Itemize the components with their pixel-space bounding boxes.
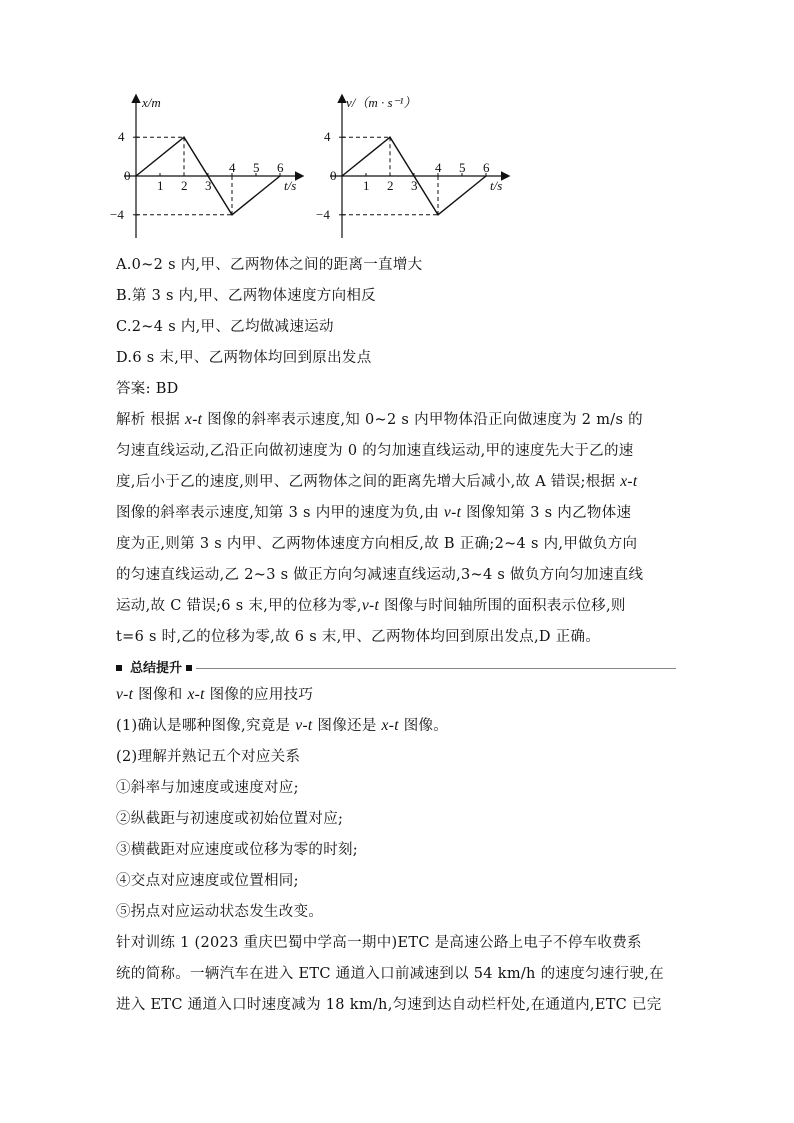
option-d: D.6 s 末,甲、乙两物体均回到原出发点 — [116, 350, 372, 366]
summary-symbol: v-t — [116, 686, 134, 703]
summary-point-1 — [116, 717, 448, 735]
vt-xlabel: t/s — [490, 178, 503, 193]
analysis-text: 图像知第 3 s 内乙物体速 — [461, 505, 632, 521]
analysis-line-1 — [116, 411, 643, 429]
xt-x-tick-label: 2 — [181, 178, 188, 193]
analysis-text: 图像的斜率表示速度,知 0~2 s 内甲物体沿正向做速度为 2 m/s 的 — [202, 412, 643, 428]
summary-text: (1)确认是哪种图像,究竟是 — [116, 718, 296, 734]
vt-origin: 0 — [330, 168, 337, 183]
vt-graph — [316, 88, 526, 248]
vt-x-tick-label: 1 — [363, 178, 370, 193]
xt-x-tick-label: 3 — [205, 178, 212, 193]
analysis-line-4 — [116, 504, 631, 522]
summary-item-3: ③横截距对应速度或位移为零的时刻; — [116, 842, 358, 858]
practice-line-3: 进入 ETC 通道入口时速度减为 18 km/h,匀速到达自动栏杆处,在通道内,ETC 已完 — [116, 997, 662, 1013]
analysis-line-7 — [116, 597, 626, 615]
summary-item-2: ②纵截距与初速度或初始位置对应; — [116, 811, 344, 827]
analysis-text: 度,后小于乙的速度,则甲、乙两物体之间的距离先增大后减小,故 A 错误;根据 — [116, 474, 621, 490]
summary-point-2: (2)理解并熟记五个对应关系 — [116, 749, 301, 765]
answer: 答案: BD — [116, 381, 179, 397]
summary-text: 图像。 — [398, 718, 449, 734]
xt-x-tick-label: 1 — [157, 178, 164, 193]
analysis-symbol: x-t — [620, 473, 638, 490]
analysis-text: 运动,故 C 错误;6 s 末,甲的位移为零, — [116, 598, 362, 614]
option-a: A.0~2 s 内,甲、乙两物体之间的距离一直增大 — [116, 257, 423, 273]
vt-data-point — [485, 175, 487, 177]
summary-item-5: ⑤拐点对应运动状态发生改变。 — [116, 904, 324, 920]
analysis-line-5: 度为正,则第 3 s 内甲、乙两物体速度方向相反,故 B 正确;2~4 s 内,甲做负方向 — [116, 536, 638, 552]
practice-line-1: 针对训练 1 (2023 重庆巴蜀中学高一期中)ETC 是高速公路上电子不停车收费系 — [116, 935, 642, 951]
vt-x-tick-label: 5 — [459, 160, 466, 175]
vt-data-point — [389, 136, 391, 138]
analysis-text: 图像的斜率表示速度,知第 3 s 内甲的速度为负,由 — [116, 505, 444, 521]
vt-x-tick-label: 4 — [435, 160, 442, 175]
summary-text: 图像还是 — [312, 718, 382, 734]
xt-y-tick-label: 4 — [118, 129, 125, 145]
summary-subtitle — [116, 686, 313, 704]
analysis-text: 图像与时间轴所围的面积表示位移,则 — [379, 598, 626, 614]
analysis-symbol: x-t — [185, 411, 203, 428]
divider — [196, 668, 676, 669]
summary-symbol: x-t — [381, 717, 399, 734]
xt-x-tick-label: 6 — [277, 160, 284, 175]
summary-text: 图像的应用技巧 — [204, 687, 314, 703]
bullet-square-icon — [186, 665, 192, 671]
analysis-symbol: v-t — [443, 504, 462, 521]
vt-y-tick-label: −4 — [316, 206, 330, 222]
option-b: B.第 3 s 内,甲、乙两物体速度方向相反 — [116, 288, 376, 304]
xt-origin: 0 — [124, 168, 131, 183]
vt-ylabel: v/（m · s⁻¹） — [346, 95, 417, 110]
graphs-area — [110, 88, 530, 248]
xt-x-tick-label: 4 — [229, 160, 236, 175]
analysis-line-8: t=6 s 时,乙的位移为零,故 6 s 末,甲、乙两物体均回到原出发点,D 正确。 — [116, 629, 601, 645]
analysis-line-6: 的匀速直线运动,乙 2~3 s 做正方向匀减速直线运动,3~4 s 做负方向匀加速直线 — [116, 567, 644, 583]
vt-data-point — [437, 214, 439, 216]
xt-y-tick-label: −4 — [110, 206, 124, 222]
summary-text: 图像和 — [133, 687, 188, 703]
summary-symbol: v-t — [295, 717, 313, 734]
analysis-text: 解析 根据 — [116, 412, 186, 428]
summary-symbol: x-t — [187, 686, 205, 703]
xt-graph — [110, 88, 310, 248]
analysis-line-3 — [116, 473, 637, 491]
bullet-square-icon — [116, 665, 122, 671]
xt-ylabel: x/m — [142, 95, 161, 110]
vt-x-tick-label: 3 — [411, 178, 418, 193]
summary-header — [116, 660, 676, 678]
summary-item-4: ④交点对应速度或位置相同; — [116, 873, 299, 889]
xt-data-point — [183, 136, 185, 138]
xt-xlabel: t/s — [284, 178, 297, 193]
option-c: C.2~4 s 内,甲、乙均做减速运动 — [116, 319, 334, 335]
xt-data-point — [135, 175, 137, 177]
xt-x-tick-label: 5 — [253, 160, 260, 175]
vt-data-point — [341, 175, 343, 177]
analysis-line-2: 匀速直线运动,乙沿正向做初速度为 0 的匀加速直线运动,甲的速度先大于乙的速 — [116, 443, 634, 459]
xt-data-point — [279, 175, 281, 177]
vt-y-tick-label: 4 — [324, 129, 331, 145]
vt-x-tick-label: 2 — [387, 178, 394, 193]
xt-data-point — [231, 214, 233, 216]
summary-title: 总结提升 — [130, 661, 183, 676]
practice-line-2: 统的简称。一辆汽车在进入 ETC 通道入口前减速到以 54 km/h 的速度匀速行驶,在 — [116, 966, 664, 982]
summary-item-1: ①斜率与加速度或速度对应; — [116, 780, 299, 796]
vt-x-tick-label: 6 — [483, 160, 490, 175]
analysis-symbol: v-t — [361, 597, 380, 614]
